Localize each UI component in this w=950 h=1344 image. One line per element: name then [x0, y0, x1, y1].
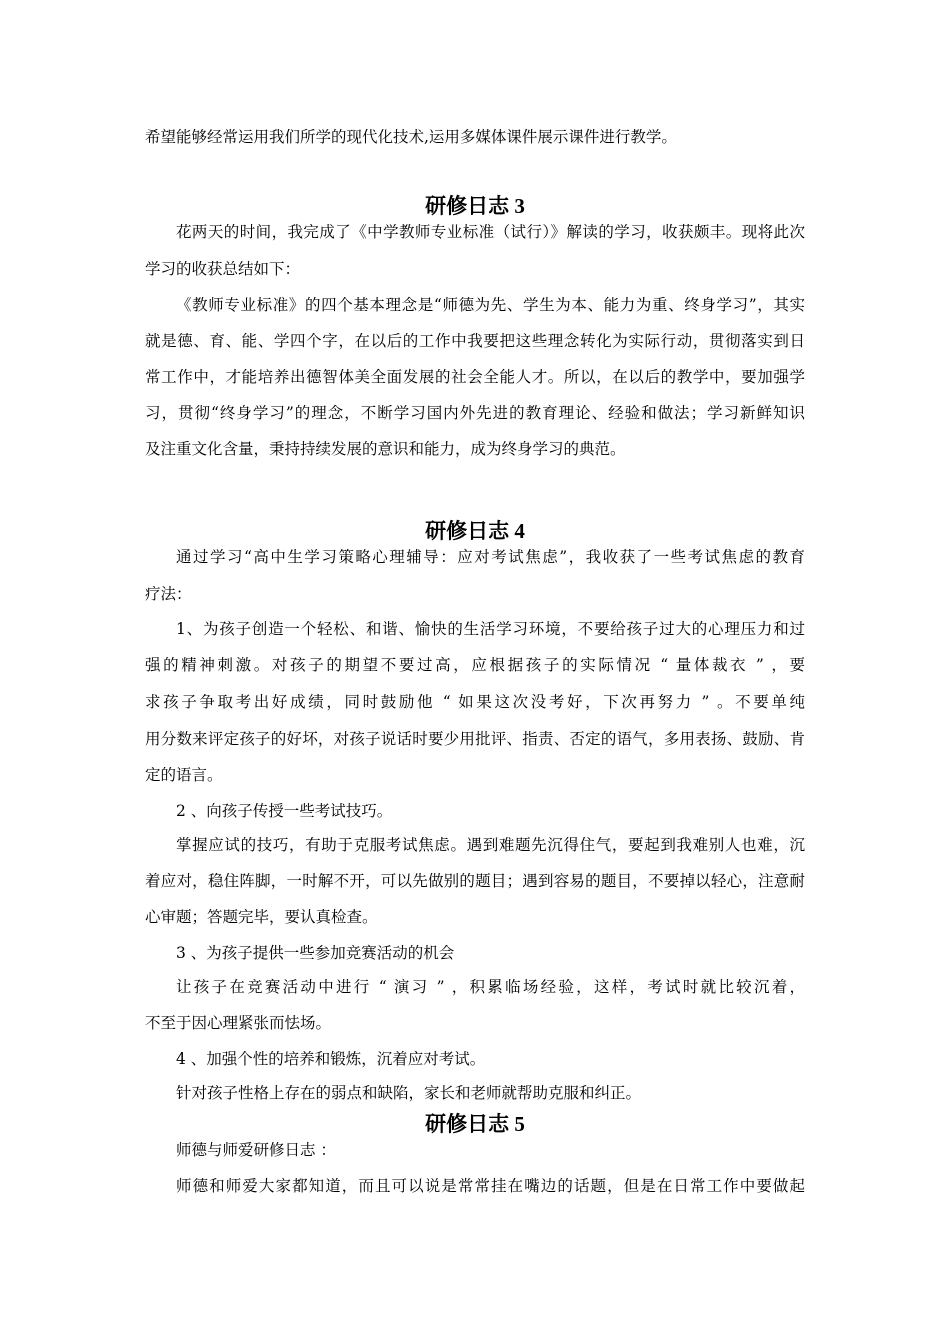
- paragraph-line: 通过学习“高中生学习策略心理辅导：应对考试焦虑”，我收获了一些考试焦虑的教育: [176, 548, 805, 566]
- paragraph-line: 师德与师爱研修日志 ：: [176, 1141, 336, 1159]
- paragraph-line: 常工作中，才能培养出德智体美全面发展的社会全能人才。所以，在以后的教学中，要加强学: [145, 368, 805, 386]
- paragraph-line: 不至于因心理紧张而怯场。: [145, 1014, 332, 1032]
- paragraph-line: 心审题；答题完毕，要认真检查。: [145, 908, 378, 926]
- paragraph-line: 3 、为孩子提供一些参加竞赛活动的机会: [176, 944, 455, 962]
- paragraph-line: 用分数来评定孩子的好坏，对孩子说话时要少用批评、指责、否定的语气，多用表扬、鼓励、肯: [145, 730, 805, 748]
- paragraph-line: 希望能够经常运用我们所学的现代化技术,运用多媒体课件展示课件进行教学。: [145, 128, 677, 146]
- paragraph-line: 花两天的时间，我完成了《中学教师专业标准（试行）》解读的学习，收获颇丰。现将此次: [176, 223, 805, 241]
- paragraph-line: 1、为孩子创造一个轻松、和谐、愉快的生活学习环境，不要给孩子过大的心理压力和过: [176, 620, 805, 638]
- paragraph-line: 学习的收获总结如下：: [145, 260, 301, 278]
- paragraph-line: 着应对，稳住阵脚，一时解不开，可以先做别的题目；遇到容易的题目，不要掉以轻心，注意耐: [145, 872, 805, 890]
- paragraph-line: 及注重文化含量，秉持持续发展的意识和能力，成为终身学习的典范。: [145, 440, 626, 458]
- paragraph-line: 强的精神刺激。对孩子的期望不要过高，应根据孩子的实际情况 “ 量体裁衣 ” ，要: [145, 656, 805, 674]
- paragraph-line: 定的语言。: [145, 766, 223, 784]
- paragraph-line: 师德和师爱大家都知道，而且可以说是常常挂在嘴边的话题，但是在日常工作中要做起: [176, 1177, 805, 1195]
- section-heading-log3: 研修日志 3: [425, 194, 525, 218]
- paragraph-line: 4 、加强个性的培养和锻炼，沉着应对考试。: [176, 1050, 486, 1068]
- paragraph-line: 掌握应试的技巧，有助于克服考试焦虑。遇到难题先沉得住气，要起到我难别人也难，沉: [176, 836, 805, 854]
- paragraph-line: 针对孩子性格上存在的弱点和缺陷，家长和老师就帮助克服和纠正。: [176, 1084, 642, 1102]
- paragraph-line: 习，贯彻“终身学习”的理念，不断学习国内外先进的教育理论、经验和做法；学习新鲜知识: [145, 404, 805, 422]
- paragraph-line: 让孩子在竞赛活动中进行 “ 演习 ” ，积累临场经验，这样，考试时就比较沉着，: [176, 978, 805, 996]
- paragraph-line: 2 、向孩子传授一些考试技巧。: [176, 802, 393, 820]
- paragraph-line: 求孩子争取考出好成绩，同时鼓励他 “ 如果这次没考好，下次再努力 ” 。不要单纯: [145, 693, 805, 711]
- paragraph-line: 《教师专业标准》的四个基本理念是“师德为先、学生为本、能力为重、终身学习”，其实: [176, 296, 805, 314]
- section-heading-log4: 研修日志 4: [425, 519, 525, 543]
- paragraph-line: 就是德、育、能、学四个字，在以后的工作中我要把这些理念转化为实际行动，贯彻落实到日: [145, 332, 805, 350]
- section-heading-log5: 研修日志 5: [425, 1112, 525, 1136]
- paragraph-line: 疗法：: [145, 585, 192, 603]
